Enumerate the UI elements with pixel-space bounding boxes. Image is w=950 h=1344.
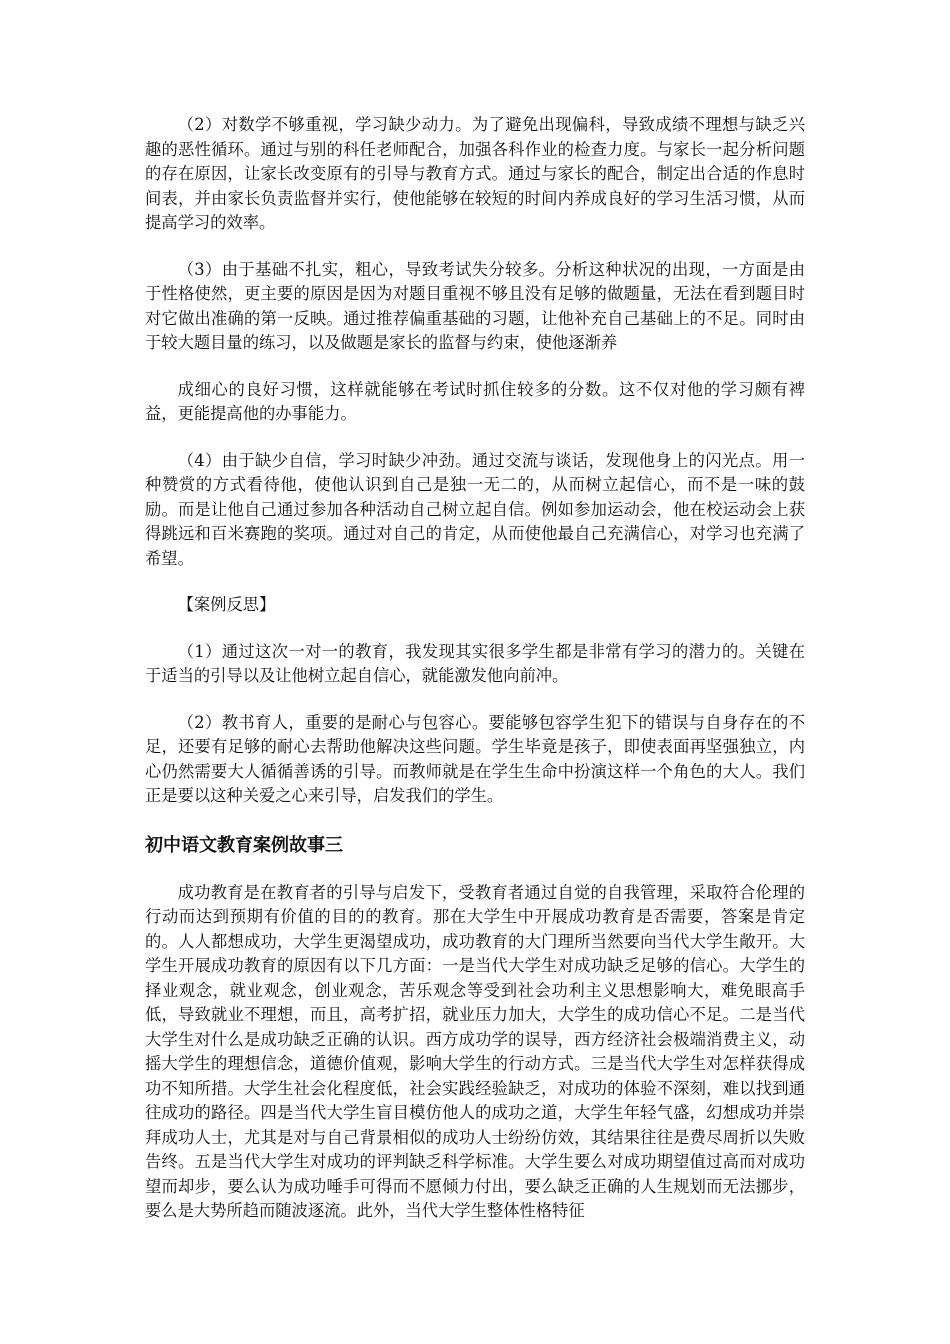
paragraph-point-3: （3）由于基础不扎实，粗心，导致考试失分较多。分析这种状况的出现，一方面是由于性格使然，更主要的原因是因为对题目重视不够且没有足够的做题量，无法在看到题目时对它做出准确的第一反映。通过推荐偏重基础的习题，让他补充自己基础上的不足。同时由于较大题目量的练习，以及做题是家长的监督与约束，使他逐渐养: [145, 259, 805, 352]
paragraph-point-2: （2）对数学不够重视，学习缺少动力。为了避免出现偏科，导致成绩不理想与缺乏兴趣的恶性循环。通过与别的科任老师配合，加强各科作业的检查力度。与家长一起分析问题的存在原因，让家长改变原有的引导与教育方式。通过与家长的配合，制定出合适的作息时间表，并由家长负责监督并实行，使他能够在较短的时间内养成良好的学习生活习惯，从而提高学习的效率。: [145, 115, 805, 232]
paragraph-reflection-2: （2）教书育人，重要的是耐心与包容心。要能够包容学生犯下的错误与自身存在的不足，还要有足够的耐心去帮助他解决这些问题。学生毕竟是孩子，即使表面再坚强独立，内心仍然需要大人循循善诱的引导。而教师就是在学生生命中扮演这样一个角色的大人。我们正是要以这种关爱之心来引导，启发我们的学生。: [145, 712, 805, 805]
paragraph-reflection-1: （1）通过这次一对一的教育，我发现其实很多学生都是非常有学习的潜力的。关键在于适当的引导以及让他树立起自信心，就能激发他向前冲。: [145, 641, 805, 685]
paragraph-point-3-continued: 成细心的良好习惯，这样就能够在考试时抓住较多的分数。这不仅对他的学习颇有裨益，更能提高他的办事能力。: [145, 379, 805, 423]
document-page: [145, 113, 805, 1224]
section-title: 初中语文教育案例故事三: [145, 834, 343, 856]
case-reflection-label: 【案例反思】: [177, 595, 276, 614]
paragraph-success-education: 成功教育是在教育者的引导与启发下，受教育者通过自觉的自我管理，采取符合伦理的行动而达到预期有价值的目的的教育。那在大学生中开展成功教育是否需要，答案是肯定的。人人都想成功，大学生更渴望成功，成功教育的大门理所当然要向当代大学生敞开。大学生开展成功教育的原因有以下几方面：一是当代大学生对成功缺乏足够的信心。大学生的择业观念，就业观念，创业观念，苦乐观念等受到社会功利主义思想影响大，难免眼高手低，导致就业不理想，而且，高考扩招，就业压力加大，大学生的成功信心不足。二是当代大学生对什么是成功缺乏正确的认识。西方成功学的误导，西方经济社会极端消费主义，动摇大学生的理想信念，道德价值观，影响大学生的行动方式。三是当代大学生对怎样获得成功不知所措。大学生社会化程度低，社会实践经验缺乏，对成功的体验不深刻，难以找到通往成功的路径。四是当代大学生盲目模仿他人的成功之道，大学生年轻气盛，幻想成功并崇拜成功人士，尤其是对与自己背景相似的成功人士纷纷仿效，其结果往往是费尽周折以失败告终。五是当代大学生对成功的评判缺乏科学标准。大学生要么对成功期望值过高而对成功望而却步，要么认为成功唾手可得而不愿倾力付出，要么缺乏正确的人生规划而无法挪步，要么是大势所趋而随波逐流。此外，当代大学生整体性格特征: [145, 882, 805, 1220]
paragraph-point-4: （4）由于缺少自信，学习时缺少冲劲。通过交流与谈话，发现他身上的闪光点。用一种赞赏的方式看待他，使他认识到自己是独一无二的，从而树立起信心，而不是一味的鼓励。而是让他自己通过参加各种活动自己树立起自信。例如参加运动会，他在校运动会上获得跳远和百米赛跑的奖项。通过对自己的肯定，从而使他最自己充满信心，对学习也充满了希望。: [145, 450, 805, 568]
